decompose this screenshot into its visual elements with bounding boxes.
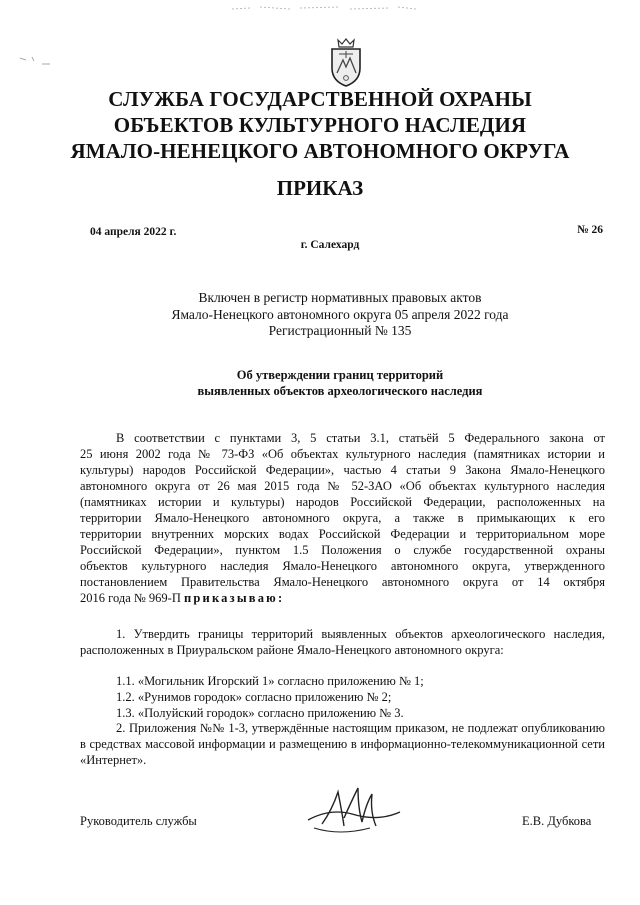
preamble-line: культуры) народов Российской Федерации», частью 4 статьи 9 Закона Ямало-Ненецкого	[80, 463, 605, 477]
document-type: ПРИКАЗ	[276, 176, 364, 200]
margin-mark	[18, 52, 58, 70]
subitem-1-2: 1.2. «Рунимов городок» согласно приложению № 2;	[116, 690, 392, 704]
registry-line: Ямало-Ненецкого автономного округа 05 апреля 2022 года	[171, 306, 509, 322]
subject-line: выявленных объектов археологического наследия	[197, 384, 483, 398]
item-2-paragraph: 2. Приложения №№ 1-3, утверждённые настоящим приказом, не подлежат опубликованию в средствах массовой информации и размещению в информационно-телекоммуникационной сети «Интернет».	[80, 721, 605, 767]
registry-stamp	[120, 290, 560, 340]
order-date: 04 апреля 2022 г.	[90, 226, 177, 238]
registry-line: Регистрационный № 135	[268, 323, 412, 338]
preamble-paragraph	[80, 430, 605, 606]
handwritten-signature	[300, 782, 410, 838]
preamble-line: территории внутренних морских водах Российской Федерации и территориальном море	[80, 527, 605, 541]
preamble-last-line	[80, 590, 605, 606]
order-verb: приказываю:	[183, 591, 285, 605]
order-number: № 26	[577, 224, 603, 236]
subitem-1-1: 1.1. «Могильник Игорский 1» согласно приложению № 1;	[116, 674, 424, 688]
order-subject	[120, 367, 560, 399]
subitem-1-3: 1.3. «Полуйский городок» согласно приложению № 3.	[116, 706, 404, 720]
agency-title	[60, 86, 580, 164]
signatory-position: Руководитель службы	[80, 814, 197, 828]
subject-line: Об утверждении границ территорий	[236, 368, 444, 382]
coat-of-arms-icon	[326, 36, 366, 88]
registry-line: Включен в регистр нормативных правовых актов	[198, 290, 482, 305]
preamble-line: постановлением Правительства Ямало-Ненецкого автономного округа от 14 октября	[80, 575, 605, 589]
order-city: г. Салехард	[300, 239, 360, 251]
preamble-line: Российской Федерации», пунктом 1.5 Положения о службе государственной охраны	[80, 543, 605, 557]
preamble-line: объектов культурного наследия Ямало-Ненецкого автономного округа, утвержденного	[80, 559, 605, 573]
preamble-line: (памятниках истории и культуры) народов Российской Федерации, расположенных на	[80, 495, 605, 509]
agency-title-line: ОБЪЕКТОВ КУЛЬТУРНОГО НАСЛЕДИЯ	[113, 113, 527, 137]
agency-title-line: СЛУЖБА ГОСУДАРСТВЕННОЙ ОХРАНЫ	[108, 87, 532, 111]
item-1-paragraph: 1. Утвердить границы территорий выявленных объектов археологического наследия, расположенных в Приуральском районе Ямало-Ненецкого автономного округа:	[80, 627, 605, 657]
preamble-line: 25 июня 2002 года № 73-ФЗ «Об объектах культурного наследия (памятниках истории и	[80, 447, 605, 461]
order-basis: 2016 года № 969-П	[80, 591, 184, 605]
signatory-name: Е.В. Дубкова	[522, 814, 592, 828]
preamble-line: автономного округа от 26 мая 2015 года № 52-ЗАО «Об объектах культурного наследия	[80, 479, 605, 493]
preamble-line: территории Ямало-Ненецкого автономного округа, а также в примыкающих к его	[80, 511, 605, 525]
preamble-line: В соответствии с пунктами 3, 5 статьи 3.1, статьёй 5 Федерального закона от	[116, 431, 605, 445]
scan-noise-marks	[230, 4, 420, 12]
agency-title-line: ЯМАЛО-НЕНЕЦКОГО АВТОНОМНОГО ОКРУГА	[70, 139, 570, 163]
